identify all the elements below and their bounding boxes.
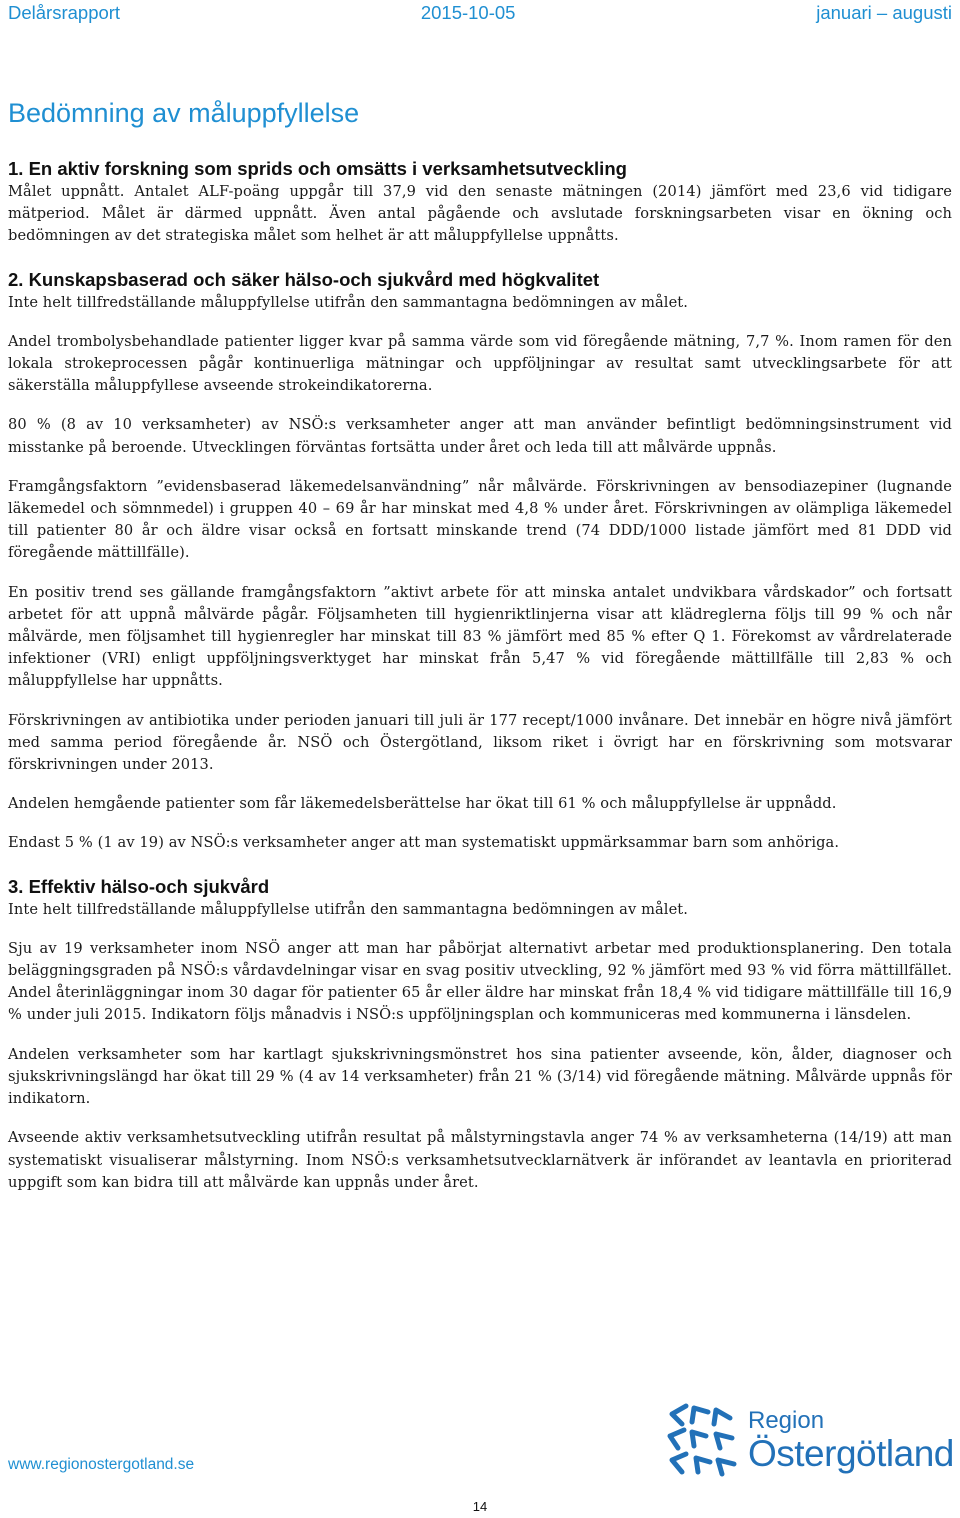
logo-wordmark bbox=[748, 1406, 954, 1474]
page-title: Bedömning av måluppfyllelse bbox=[8, 98, 360, 128]
region-ostergotland-logo bbox=[664, 1402, 956, 1478]
paragraph: 80 % (8 av 10 verksamheter) av NSÖ:s verksamheter anger att man använder befintligt bedömningsinstrument vid misstanke på beroende. Utvecklingen förväntas fortsätta under året och leda till att målvärde uppnås. bbox=[8, 416, 952, 456]
paragraph: Inte helt tillfredställande måluppfyllelse utifrån den sammantagna bedömningen av målet. bbox=[8, 900, 689, 918]
paragraph: Inte helt tillfredställande måluppfyllelse utifrån den sammantagna bedömningen av målet. bbox=[8, 293, 689, 311]
page-header bbox=[8, 0, 952, 26]
logo-line-ostergotland: Östergötland bbox=[748, 1432, 954, 1474]
paragraph: En positiv trend ses gällande framgångsfaktorn ”aktivt arbete för att minska antalet undvikbara vårdskador” och fortsatt arbetet för att uppnå målvärde pågår. Följsamheten till hygienriktlinjerna visar att klädreglerna följs till 99 % och når målvärde, men följsamhet till hygienregler har minskat till 83 % jämfört med 85 % efter Q 1. Förekomst av vårdrelaterade infektioner (VRI) enligt uppföljningsverktyget har minskat från 5,47 % vid föregående mättillfälle till 2,83 % och måluppfyllelse har uppnåtts. bbox=[8, 583, 952, 690]
paragraph: Målet uppnått. Antalet ALF-poäng uppgår till 37,9 vid den senaste mätningen (2014) jämfört med 23,6 vid tidigare mätperiod. Målet är därmed uppnått. Även antal pågående och avslutade forskningsarbeten visar en ökning och bedömningen av det strategiska målet som helhet är att måluppfyllelse uppnåtts. bbox=[8, 183, 952, 245]
paragraph: Förskrivningen av antibiotika under perioden januari till juli är 177 recept/1000 invånare. Det innebär en högre nivå jämfört med samma period föregående år. NSÖ och Östergötland, liksom riket i övrigt har en förskrivning som motsvarar förskrivningen under 2013. bbox=[8, 711, 952, 774]
page-number: 14 bbox=[472, 1499, 488, 1514]
paragraph: Sju av 19 verksamheter inom NSÖ anger att man har påbörjat alternativt arbetar med produktionsplanering. Den totala beläggningsgraden på NSÖ:s vårdavdelningar visar en svag positiv utveckling, 92 % jämfört med 93 % vid förra mättillfället. Andel återinläggningar inom 30 dagar för patienter 65 år eller äldre har minskat från 18,4 % vid tidigare mättillfälle till 16,9 % under juli 2015. Indikatorn följs månadvis i NSÖ:s uppföljningsplan och kommuniceras med kommunerna i länsdelen. bbox=[8, 939, 952, 1024]
section-heading: 3. Effektiv hälso-och sjukvård bbox=[8, 875, 270, 897]
logo-line-region: Region bbox=[748, 1406, 825, 1434]
paragraph: Endast 5 % (1 av 19) av NSÖ:s verksamheter anger att man systematiskt uppmärksammar barn som anhöriga. bbox=[8, 834, 840, 852]
header-report-name: Delårsrapport bbox=[8, 2, 121, 23]
paragraph: Andelen verksamheter som har kartlagt sjukskrivningsmönstret hos sina patienter avseende, kön, ålder, diagnoser och sjukskrivningslängd har ökat till 29 % (4 av 14 verksamheter) från 21 % (3/14) vid föregående mätning. Målvärde uppnås för indikatorn. bbox=[8, 1045, 952, 1108]
footer-website-link[interactable]: www.regionostergotland.se bbox=[8, 1456, 195, 1473]
paragraph: Andelen hemgående patienter som får läkemedelsberättelse har ökat till 61 % och måluppfyllelse är uppnådd. bbox=[8, 795, 837, 813]
header-period: januari – augusti bbox=[816, 2, 952, 23]
paragraph: Andel trombolysbehandlade patienter ligger kvar på samma värde som vid föregående mätning, 7,7 %. Inom ramen för den lokala strokeprocessen pågår kontinuerliga mätningar och uppföljningar av resultat samt utvecklingsarbete för att säkerställa måluppfyllese avseende strokeindikatorerna. bbox=[8, 332, 952, 395]
section-1 bbox=[8, 157, 952, 248]
section-3 bbox=[8, 875, 952, 1194]
section-heading: 2. Kunskapsbaserad och säker hälso-och sjukvård med högkvalitet bbox=[8, 268, 600, 290]
paragraph: Avseende aktiv verksamhetsutveckling utifrån resultat på målstyrningstavla anger 74 % av verksamheterna (14/19) att man systematiskt visualiserar målstyrning. Inom NSÖ:s verksamhetsutvecklarnätverk är införandet av leantavla en prioriterad uppgift som kan bidra till att målvärde kan uppnås under året. bbox=[8, 1129, 952, 1191]
document-body bbox=[8, 157, 952, 1194]
paragraph: Framgångsfaktorn ”evidensbaserad läkemedelsanvändning” når målvärde. Förskrivningen av bensodiazepiner (lugnande läkemedel och sömnmedel) i gruppen 40 – 69 år har minskat med 4,8 % under året. Förskrivningen av olämpliga läkemedel till patienter 80 år och äldre visar också en fortsatt minskande trend (74 DDD/1000 listade jämfört med 81 DDD vid föregående mättillfälle). bbox=[8, 477, 952, 562]
region-logo-icon bbox=[664, 1402, 740, 1478]
section-heading: 1. En aktiv forskning som sprids och omsätts i verksamhetsutveckling bbox=[8, 158, 627, 179]
section-2 bbox=[8, 268, 952, 855]
header-date: 2015-10-05 bbox=[420, 2, 516, 23]
